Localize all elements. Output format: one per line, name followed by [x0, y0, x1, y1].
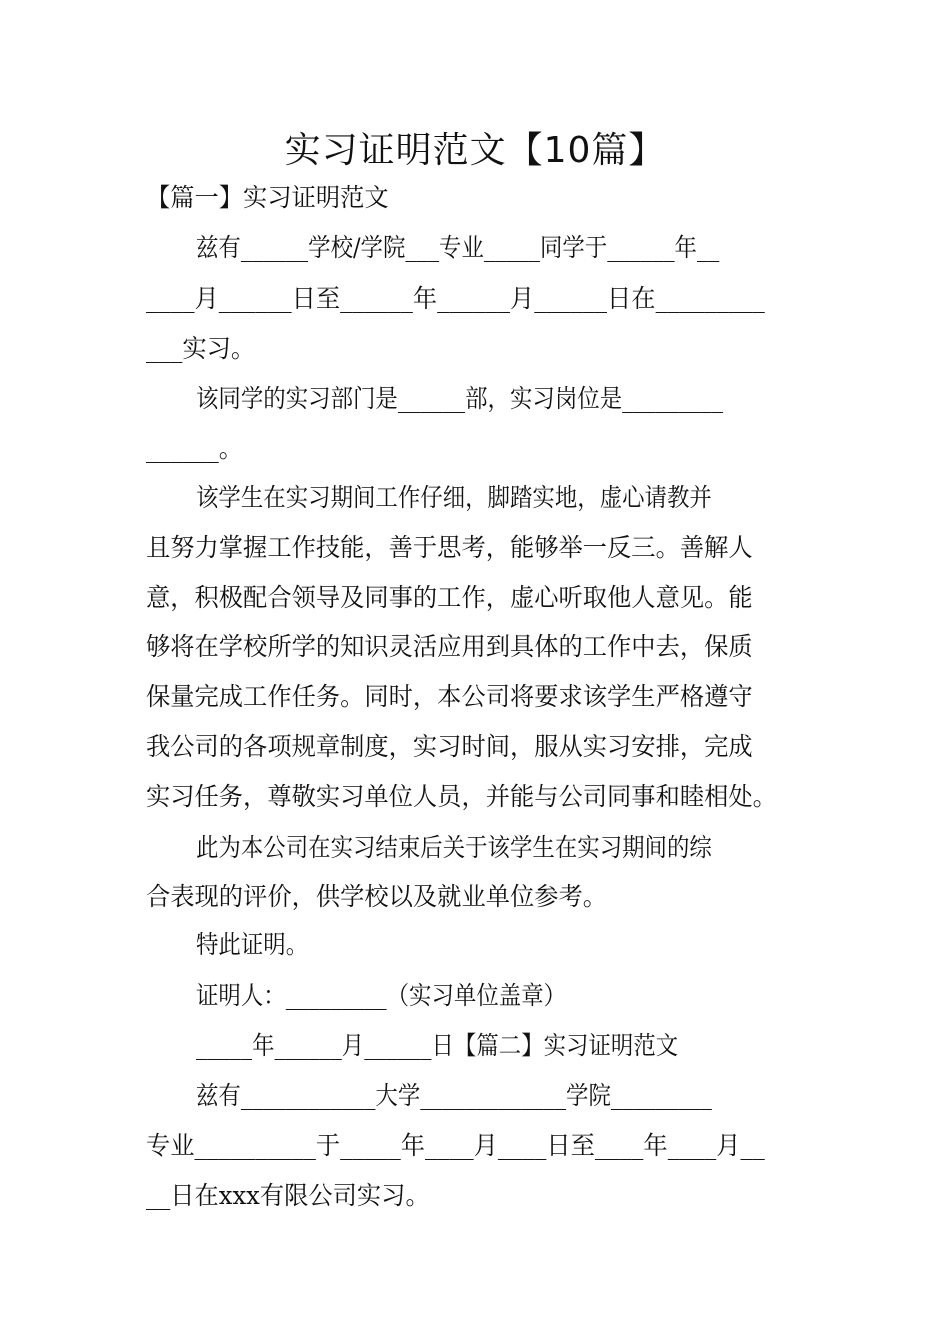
paragraph-line: ____月______日至______年______月______日在_________	[146, 284, 765, 313]
paragraph-line: 此为本公司在实习结束后关于该学生在实习期间的综	[196, 833, 712, 862]
date-line: _____年______月______日【篇二】实习证明范文	[196, 1031, 679, 1060]
paragraph-line: 该学生在实习期间工作仔细，脚踏实地，虚心请教并	[196, 483, 712, 512]
paragraph-line: 专业__________于_____年____月____日至____年____月__	[146, 1131, 765, 1160]
document-title: 实习证明范文【10篇】	[284, 130, 666, 171]
paragraph-line: 意，积极配合领导及同事的工作，虚心听取他人意见。能	[146, 583, 753, 612]
paragraph-line: 保量完成工作任务。同时，本公司将要求该学生严格遵守	[146, 682, 753, 711]
paragraph-line: 合表现的评价，供学校以及就业单位参考。	[146, 882, 608, 911]
paragraph-line: 兹有______学校/学院___专业_____同学于______年__	[196, 233, 720, 262]
paragraph-line: ___实习。	[146, 334, 256, 363]
paragraph-line: ______。	[146, 434, 244, 463]
signature-line: 证明人：_________（实习单位盖章）	[196, 981, 567, 1010]
paragraph-line: __日在xxx有限公司实习。	[146, 1181, 430, 1210]
section-heading: 【篇一】实习证明范文	[146, 183, 389, 212]
paragraph-line: 够将在学校所学的知识灵活应用到具体的工作中去，保质	[146, 632, 753, 661]
paragraph-line: 且努力掌握工作技能，善于思考，能够举一反三。善解人	[146, 533, 753, 562]
paragraph-line: 实习任务，尊敬实习单位人员，并能与公司同事和睦相处。	[146, 782, 777, 811]
paragraph-line: 我公司的各项规章制度，实习时间，服从实习安排，完成	[146, 732, 753, 761]
paragraph-line: 兹有____________大学_____________学院_________	[196, 1081, 712, 1110]
closing-line: 特此证明。	[196, 930, 309, 959]
paragraph-line: 该同学的实习部门是______部，实习岗位是_________	[196, 384, 724, 413]
